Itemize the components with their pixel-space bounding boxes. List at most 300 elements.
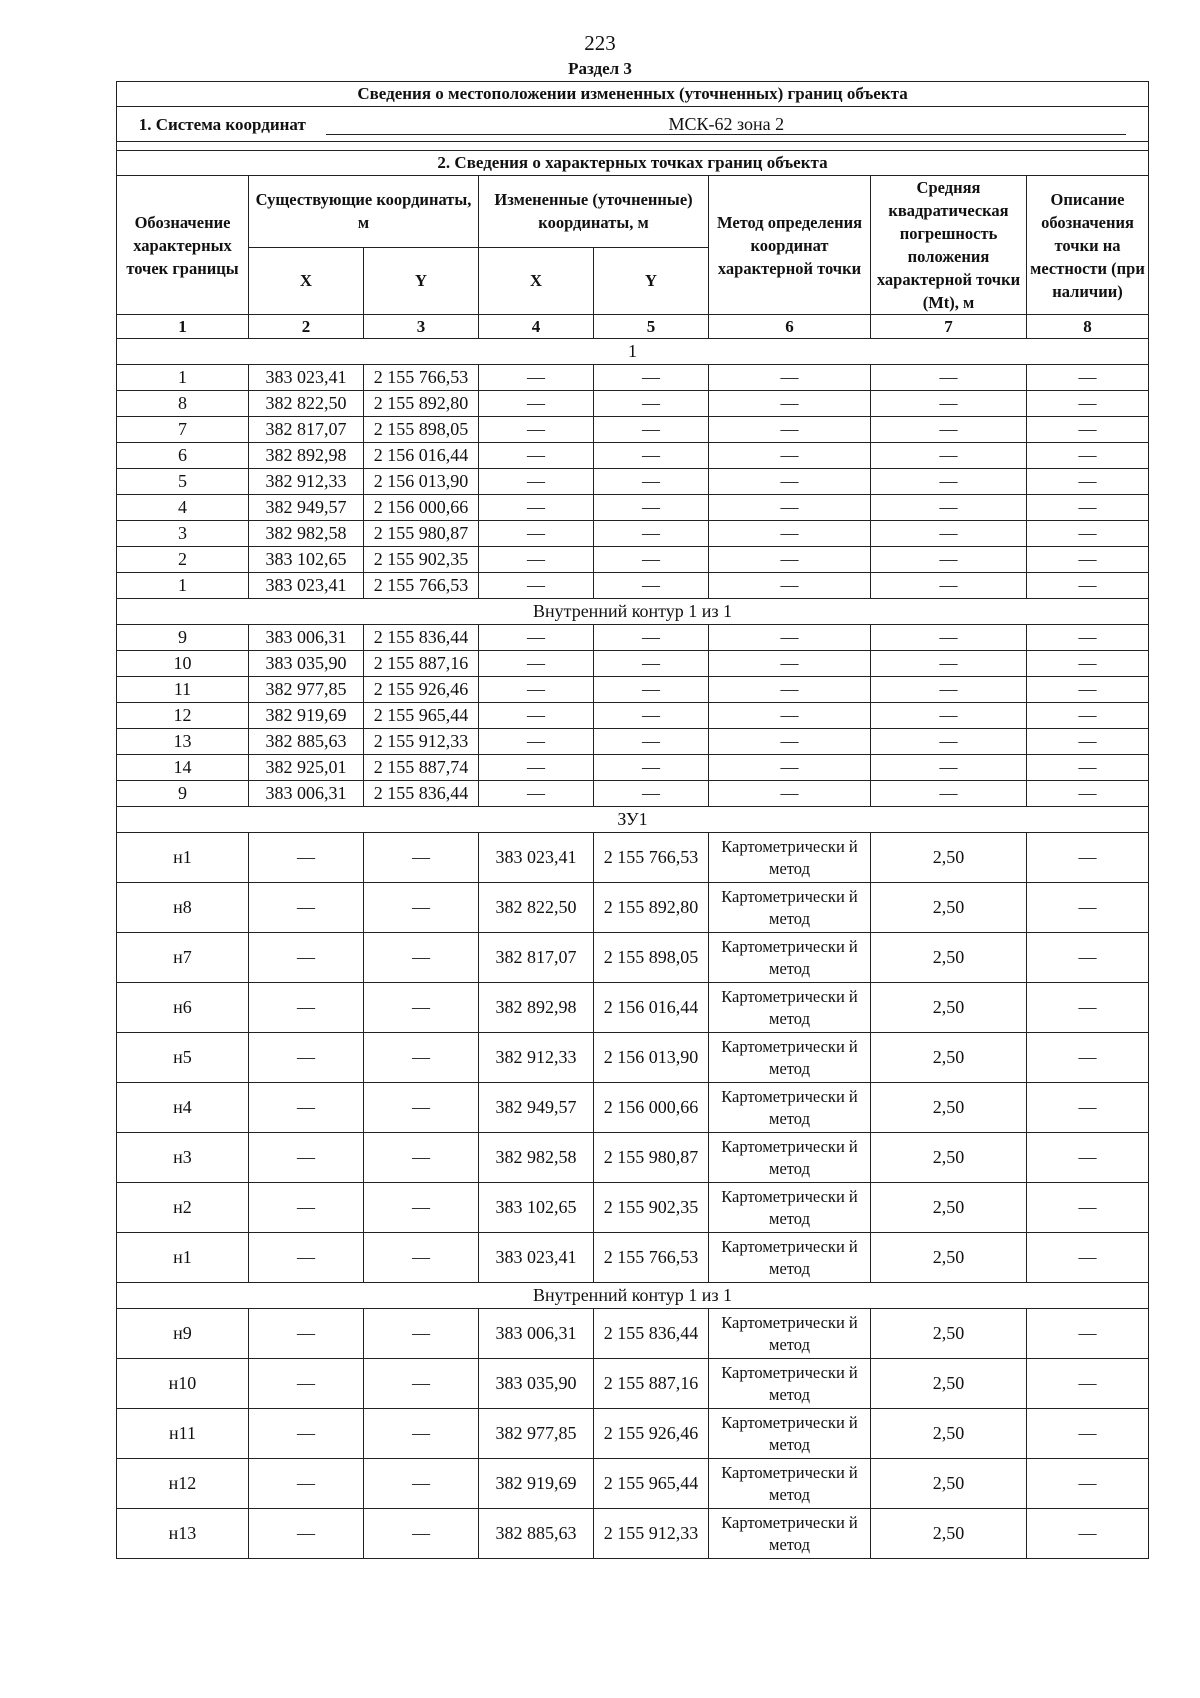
point-id-cell: 4 <box>117 495 249 521</box>
changed-x-cell: — <box>479 729 594 755</box>
existing-y-cell: — <box>364 1233 479 1283</box>
boundary-points-table <box>116 81 1149 1559</box>
changed-y-cell: 2 155 965,44 <box>594 1459 709 1509</box>
table-row <box>117 495 1149 521</box>
point-id-cell: 9 <box>117 625 249 651</box>
method-cell: Картометрически й метод <box>709 1459 871 1509</box>
error-cell: — <box>871 547 1027 573</box>
changed-x-cell: — <box>479 755 594 781</box>
table-row <box>117 469 1149 495</box>
header-existing-x: X <box>249 247 364 315</box>
point-id-cell: н1 <box>117 833 249 883</box>
group-label: Внутренний контур 1 из 1 <box>117 1283 1149 1309</box>
changed-x-cell: — <box>479 677 594 703</box>
table-row <box>117 1083 1149 1133</box>
error-cell: — <box>871 755 1027 781</box>
point-id-cell: 12 <box>117 703 249 729</box>
existing-y-cell: 2 155 887,16 <box>364 651 479 677</box>
description-cell: — <box>1027 1359 1149 1409</box>
point-id-cell: н8 <box>117 883 249 933</box>
table-row <box>117 755 1149 781</box>
changed-x-cell: — <box>479 651 594 677</box>
group-header-row <box>117 807 1149 833</box>
point-id-cell: 11 <box>117 677 249 703</box>
table-row <box>117 983 1149 1033</box>
existing-x-cell: 382 949,57 <box>249 495 364 521</box>
error-cell: 2,50 <box>871 1309 1027 1359</box>
document-title-row <box>117 82 1149 107</box>
existing-x-cell: 382 982,58 <box>249 521 364 547</box>
existing-x-cell: — <box>249 1359 364 1409</box>
method-cell: — <box>709 495 871 521</box>
point-id-cell: 10 <box>117 651 249 677</box>
point-id-cell: н10 <box>117 1359 249 1409</box>
group-header-row <box>117 1283 1149 1309</box>
table-row <box>117 443 1149 469</box>
changed-y-cell: 2 155 898,05 <box>594 933 709 983</box>
changed-x-cell: — <box>479 625 594 651</box>
existing-y-cell: — <box>364 1183 479 1233</box>
description-cell: — <box>1027 365 1149 391</box>
spacer-cell <box>117 142 1149 151</box>
error-cell: — <box>871 417 1027 443</box>
point-id-cell: 8 <box>117 391 249 417</box>
description-cell: — <box>1027 1309 1149 1359</box>
existing-y-cell: — <box>364 1133 479 1183</box>
existing-y-cell: 2 155 836,44 <box>364 625 479 651</box>
existing-x-cell: 383 035,90 <box>249 651 364 677</box>
changed-y-cell: — <box>594 781 709 807</box>
method-cell: Картометрически й метод <box>709 983 871 1033</box>
error-cell: — <box>871 521 1027 547</box>
existing-y-cell: 2 155 926,46 <box>364 677 479 703</box>
existing-y-cell: — <box>364 1459 479 1509</box>
column-number: 4 <box>479 315 594 339</box>
header-existing-coordinates: Существующие координаты, м <box>249 176 479 248</box>
error-cell: 2,50 <box>871 1033 1027 1083</box>
point-id-cell: 1 <box>117 573 249 599</box>
changed-x-cell: 383 023,41 <box>479 1233 594 1283</box>
method-cell: Картометрически й метод <box>709 1309 871 1359</box>
point-id-cell: н3 <box>117 1133 249 1183</box>
error-cell: 2,50 <box>871 1183 1027 1233</box>
existing-y-cell: 2 156 000,66 <box>364 495 479 521</box>
method-cell: Картометрически й метод <box>709 1409 871 1459</box>
table-row <box>117 933 1149 983</box>
description-cell: — <box>1027 573 1149 599</box>
table-row <box>117 883 1149 933</box>
existing-x-cell: 383 102,65 <box>249 547 364 573</box>
method-cell: Картометрически й метод <box>709 1133 871 1183</box>
changed-y-cell: — <box>594 651 709 677</box>
table-row <box>117 677 1149 703</box>
method-cell: Картометрически й метод <box>709 833 871 883</box>
group-label: Внутренний контур 1 из 1 <box>117 599 1149 625</box>
existing-y-cell: 2 156 016,44 <box>364 443 479 469</box>
existing-y-cell: — <box>364 1359 479 1409</box>
error-cell: — <box>871 729 1027 755</box>
error-cell: 2,50 <box>871 1083 1027 1133</box>
point-id-cell: н7 <box>117 933 249 983</box>
existing-y-cell: 2 155 898,05 <box>364 417 479 443</box>
error-cell: — <box>871 443 1027 469</box>
changed-y-cell: 2 156 013,90 <box>594 1033 709 1083</box>
error-cell: 2,50 <box>871 1459 1027 1509</box>
existing-y-cell: 2 155 965,44 <box>364 703 479 729</box>
column-number: 8 <box>1027 315 1149 339</box>
point-id-cell: н6 <box>117 983 249 1033</box>
table-row <box>117 1133 1149 1183</box>
point-id-cell: н9 <box>117 1309 249 1359</box>
description-cell: — <box>1027 1459 1149 1509</box>
point-id-cell: 6 <box>117 443 249 469</box>
page-number: 223 <box>584 31 616 55</box>
changed-x-cell: 382 919,69 <box>479 1459 594 1509</box>
changed-y-cell: 2 155 912,33 <box>594 1509 709 1559</box>
point-id-cell: н1 <box>117 1233 249 1283</box>
description-cell: — <box>1027 547 1149 573</box>
table-row <box>117 521 1149 547</box>
existing-y-cell: — <box>364 1409 479 1459</box>
method-cell: Картометрически й метод <box>709 1083 871 1133</box>
changed-x-cell: — <box>479 417 594 443</box>
description-cell: — <box>1027 521 1149 547</box>
changed-y-cell: 2 156 016,44 <box>594 983 709 1033</box>
points-title-row <box>117 151 1149 176</box>
existing-y-cell: — <box>364 1509 479 1559</box>
changed-y-cell: — <box>594 677 709 703</box>
method-cell: Картометрически й метод <box>709 1509 871 1559</box>
changed-y-cell: — <box>594 443 709 469</box>
existing-x-cell: — <box>249 1509 364 1559</box>
group-label: 1 <box>117 339 1149 365</box>
changed-x-cell: 382 822,50 <box>479 883 594 933</box>
error-cell: — <box>871 677 1027 703</box>
method-cell: — <box>709 573 871 599</box>
point-id-cell: н5 <box>117 1033 249 1083</box>
description-cell: — <box>1027 651 1149 677</box>
existing-y-cell: 2 156 013,90 <box>364 469 479 495</box>
changed-x-cell: — <box>479 391 594 417</box>
method-cell: — <box>709 703 871 729</box>
changed-y-cell: 2 155 926,46 <box>594 1409 709 1459</box>
existing-x-cell: — <box>249 833 364 883</box>
existing-y-cell: 2 155 836,44 <box>364 781 479 807</box>
existing-x-cell: — <box>249 1409 364 1459</box>
table-row <box>117 1359 1149 1409</box>
column-number: 3 <box>364 315 479 339</box>
description-cell: — <box>1027 677 1149 703</box>
changed-y-cell: — <box>594 391 709 417</box>
column-number: 6 <box>709 315 871 339</box>
changed-y-cell: 2 155 836,44 <box>594 1309 709 1359</box>
existing-x-cell: — <box>249 1183 364 1233</box>
changed-x-cell: 382 977,85 <box>479 1409 594 1459</box>
point-id-cell: 13 <box>117 729 249 755</box>
existing-x-cell: 383 006,31 <box>249 625 364 651</box>
table-row <box>117 1183 1149 1233</box>
error-cell: — <box>871 651 1027 677</box>
description-cell: — <box>1027 729 1149 755</box>
changed-y-cell: — <box>594 729 709 755</box>
existing-x-cell: 382 817,07 <box>249 417 364 443</box>
changed-y-cell: — <box>594 547 709 573</box>
existing-y-cell: 2 155 766,53 <box>364 573 479 599</box>
table-row <box>117 651 1149 677</box>
table-row <box>117 729 1149 755</box>
table-row <box>117 833 1149 883</box>
changed-x-cell: — <box>479 365 594 391</box>
changed-x-cell: 382 982,58 <box>479 1133 594 1183</box>
existing-y-cell: 2 155 912,33 <box>364 729 479 755</box>
header-mean-error: Средняя квадратическая погрешность положения характерной точки (Mt), м <box>871 176 1027 315</box>
changed-y-cell: — <box>594 417 709 443</box>
table-body <box>117 82 1149 1559</box>
existing-x-cell: — <box>249 983 364 1033</box>
error-cell: 2,50 <box>871 1409 1027 1459</box>
changed-y-cell: 2 155 980,87 <box>594 1133 709 1183</box>
changed-y-cell: — <box>594 755 709 781</box>
error-cell: — <box>871 781 1027 807</box>
point-id-cell: 14 <box>117 755 249 781</box>
method-cell: Картометрически й метод <box>709 1359 871 1409</box>
changed-y-cell: 2 156 000,66 <box>594 1083 709 1133</box>
existing-x-cell: — <box>249 933 364 983</box>
existing-x-cell: 382 892,98 <box>249 443 364 469</box>
error-cell: — <box>871 495 1027 521</box>
error-cell: 2,50 <box>871 983 1027 1033</box>
point-id-cell: н2 <box>117 1183 249 1233</box>
method-cell: — <box>709 417 871 443</box>
error-cell: 2,50 <box>871 933 1027 983</box>
changed-y-cell: — <box>594 495 709 521</box>
section-title: Раздел 3 <box>568 59 632 78</box>
table-row <box>117 1309 1149 1359</box>
existing-y-cell: — <box>364 983 479 1033</box>
changed-y-cell: 2 155 887,16 <box>594 1359 709 1409</box>
existing-x-cell: 383 006,31 <box>249 781 364 807</box>
changed-y-cell: — <box>594 365 709 391</box>
description-cell: — <box>1027 443 1149 469</box>
method-cell: — <box>709 521 871 547</box>
description-cell: — <box>1027 1183 1149 1233</box>
description-cell: — <box>1027 833 1149 883</box>
existing-y-cell: 2 155 887,74 <box>364 755 479 781</box>
method-cell: Картометрически й метод <box>709 933 871 983</box>
table-row <box>117 1409 1149 1459</box>
method-cell: — <box>709 755 871 781</box>
existing-y-cell: — <box>364 1309 479 1359</box>
existing-y-cell: 2 155 766,53 <box>364 365 479 391</box>
method-cell: — <box>709 651 871 677</box>
header-changed-coordinates: Измененные (уточненные) координаты, м <box>479 176 709 248</box>
changed-y-cell: 2 155 766,53 <box>594 1233 709 1283</box>
changed-x-cell: 382 817,07 <box>479 933 594 983</box>
table-row <box>117 365 1149 391</box>
error-cell: — <box>871 625 1027 651</box>
description-cell: — <box>1027 983 1149 1033</box>
method-cell: Картометрически й метод <box>709 1233 871 1283</box>
header-point-designation: Обозначение характерных точек границы <box>117 176 249 315</box>
error-cell: — <box>871 391 1027 417</box>
error-cell: — <box>871 469 1027 495</box>
changed-x-cell: 383 035,90 <box>479 1359 594 1409</box>
column-numbers-row <box>117 315 1149 339</box>
changed-x-cell: 383 102,65 <box>479 1183 594 1233</box>
table-row <box>117 547 1149 573</box>
coordinate-system-row <box>117 107 1149 142</box>
existing-x-cell: — <box>249 1309 364 1359</box>
method-cell: — <box>709 547 871 573</box>
error-cell: — <box>871 703 1027 729</box>
table-row <box>117 1509 1149 1559</box>
existing-y-cell: — <box>364 933 479 983</box>
column-number: 5 <box>594 315 709 339</box>
description-cell: — <box>1027 1409 1149 1459</box>
table-row <box>117 1233 1149 1283</box>
existing-y-cell: — <box>364 883 479 933</box>
method-cell: — <box>709 391 871 417</box>
changed-x-cell: — <box>479 781 594 807</box>
existing-x-cell: 382 885,63 <box>249 729 364 755</box>
error-cell: 2,50 <box>871 883 1027 933</box>
description-cell: — <box>1027 883 1149 933</box>
existing-y-cell: 2 155 902,35 <box>364 547 479 573</box>
changed-y-cell: 2 155 902,35 <box>594 1183 709 1233</box>
description-cell: — <box>1027 391 1149 417</box>
existing-x-cell: — <box>249 1033 364 1083</box>
table-row <box>117 703 1149 729</box>
table-row <box>117 625 1149 651</box>
changed-x-cell: — <box>479 703 594 729</box>
error-cell: — <box>871 365 1027 391</box>
point-id-cell: н4 <box>117 1083 249 1133</box>
method-cell: Картометрически й метод <box>709 883 871 933</box>
coordinate-system-cell <box>117 107 1149 142</box>
existing-x-cell: — <box>249 883 364 933</box>
point-id-cell: н13 <box>117 1509 249 1559</box>
description-cell: — <box>1027 1133 1149 1183</box>
table-row <box>117 573 1149 599</box>
changed-y-cell: — <box>594 573 709 599</box>
table-row <box>117 1033 1149 1083</box>
method-cell: — <box>709 677 871 703</box>
description-cell: — <box>1027 1033 1149 1083</box>
point-id-cell: 9 <box>117 781 249 807</box>
points-title: 2. Сведения о характерных точках границ объекта <box>117 151 1149 176</box>
existing-x-cell: 382 822,50 <box>249 391 364 417</box>
changed-x-cell: 382 949,57 <box>479 1083 594 1133</box>
column-number: 1 <box>117 315 249 339</box>
method-cell: Картометрически й метод <box>709 1183 871 1233</box>
existing-x-cell: — <box>249 1083 364 1133</box>
changed-x-cell: 382 892,98 <box>479 983 594 1033</box>
error-cell: 2,50 <box>871 1133 1027 1183</box>
error-cell: 2,50 <box>871 1233 1027 1283</box>
changed-x-cell: 382 912,33 <box>479 1033 594 1083</box>
existing-x-cell: 382 919,69 <box>249 703 364 729</box>
group-header-row <box>117 339 1149 365</box>
existing-y-cell: — <box>364 833 479 883</box>
point-id-cell: 1 <box>117 365 249 391</box>
existing-y-cell: — <box>364 1083 479 1133</box>
existing-y-cell: 2 155 892,80 <box>364 391 479 417</box>
coordinate-system-value: МСК-62 зона 2 <box>326 114 1126 135</box>
description-cell: — <box>1027 495 1149 521</box>
changed-y-cell: — <box>594 703 709 729</box>
changed-x-cell: — <box>479 573 594 599</box>
changed-y-cell: — <box>594 469 709 495</box>
method-cell: Картометрически й метод <box>709 1033 871 1083</box>
column-number: 2 <box>249 315 364 339</box>
changed-x-cell: — <box>479 495 594 521</box>
description-cell: — <box>1027 1233 1149 1283</box>
description-cell: — <box>1027 469 1149 495</box>
existing-x-cell: — <box>249 1133 364 1183</box>
point-id-cell: н12 <box>117 1459 249 1509</box>
existing-x-cell: — <box>249 1459 364 1509</box>
description-cell: — <box>1027 1509 1149 1559</box>
header-row-top <box>117 176 1149 248</box>
table-row <box>117 781 1149 807</box>
description-cell: — <box>1027 417 1149 443</box>
point-id-cell: 2 <box>117 547 249 573</box>
coordinate-system-label: 1. Система координат <box>138 114 306 134</box>
spacer-row <box>117 142 1149 151</box>
existing-y-cell: 2 155 980,87 <box>364 521 479 547</box>
method-cell: — <box>709 729 871 755</box>
document-title: Сведения о местоположении измененных (уточненных) границ объекта <box>117 82 1149 107</box>
error-cell: 2,50 <box>871 1509 1027 1559</box>
changed-x-cell: — <box>479 469 594 495</box>
existing-y-cell: — <box>364 1033 479 1083</box>
changed-x-cell: — <box>479 521 594 547</box>
header-existing-y: Y <box>364 247 479 315</box>
changed-y-cell: — <box>594 625 709 651</box>
point-id-cell: 7 <box>117 417 249 443</box>
changed-x-cell: — <box>479 547 594 573</box>
description-cell: — <box>1027 933 1149 983</box>
method-cell: — <box>709 781 871 807</box>
changed-x-cell: — <box>479 443 594 469</box>
existing-x-cell: 382 912,33 <box>249 469 364 495</box>
table-row <box>117 1459 1149 1509</box>
header-changed-x: X <box>479 247 594 315</box>
group-label: ЗУ1 <box>117 807 1149 833</box>
method-cell: — <box>709 365 871 391</box>
error-cell: — <box>871 573 1027 599</box>
group-header-row <box>117 599 1149 625</box>
changed-x-cell: 383 006,31 <box>479 1309 594 1359</box>
existing-x-cell: 383 023,41 <box>249 573 364 599</box>
error-cell: 2,50 <box>871 1359 1027 1409</box>
table-row <box>117 391 1149 417</box>
description-cell: — <box>1027 781 1149 807</box>
changed-x-cell: 383 023,41 <box>479 833 594 883</box>
point-id-cell: н11 <box>117 1409 249 1459</box>
description-cell: — <box>1027 755 1149 781</box>
changed-y-cell: 2 155 766,53 <box>594 833 709 883</box>
method-cell: — <box>709 625 871 651</box>
changed-x-cell: 382 885,63 <box>479 1509 594 1559</box>
table-row <box>117 417 1149 443</box>
existing-x-cell: — <box>249 1233 364 1283</box>
header-description: Описание обозначения точки на местности (при наличии) <box>1027 176 1149 315</box>
column-number: 7 <box>871 315 1027 339</box>
method-cell: — <box>709 469 871 495</box>
method-cell: — <box>709 443 871 469</box>
changed-y-cell: 2 155 892,80 <box>594 883 709 933</box>
